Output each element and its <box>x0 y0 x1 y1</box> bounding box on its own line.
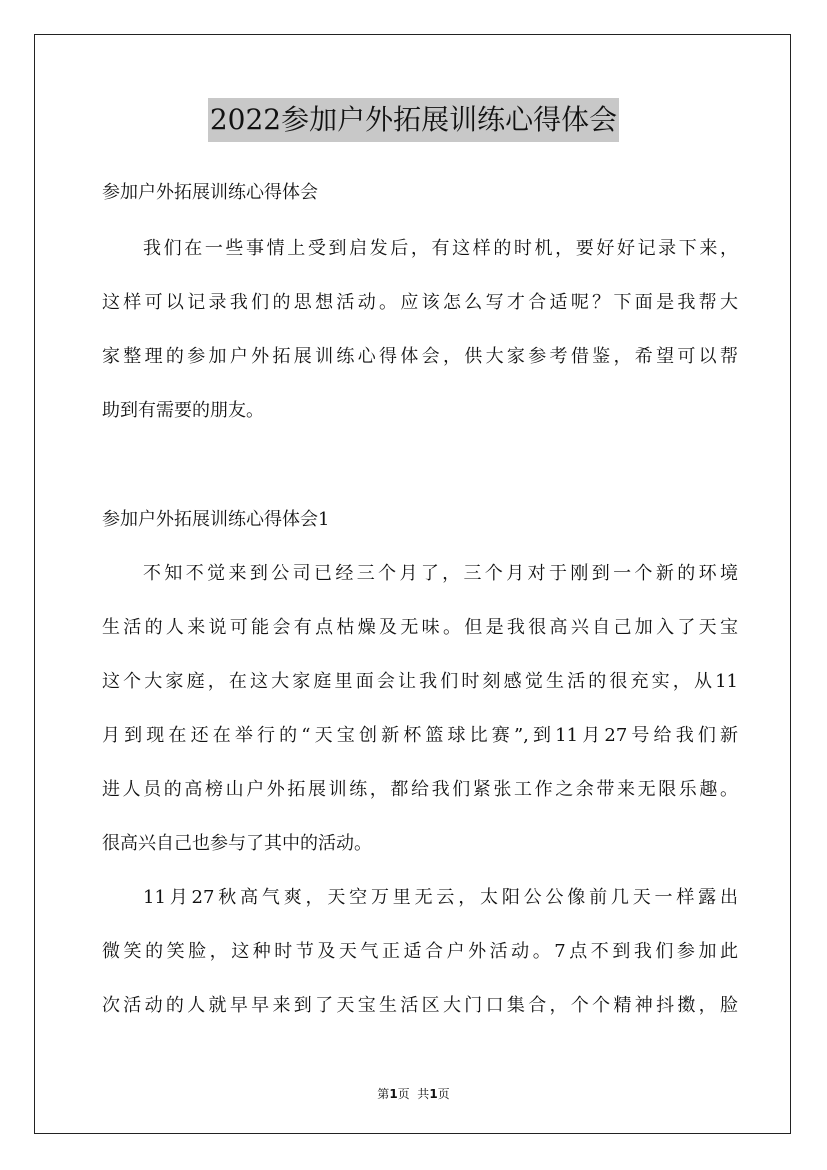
para1-line-4: 月到现在还在举行的“天宝创新杯篮球比赛”,到11月27号给我们新 <box>102 725 738 746</box>
para2-line-2: 微笑的笑脸，这种时节及天气正适合户外活动。7点不到我们参加此 <box>102 941 738 962</box>
intro-line-4: 助到有需要的朋友。 <box>102 400 264 421</box>
intro-line-3: 家整理的参加户外拓展训练心得体会，供大家参考借鉴，希望可以帮 <box>102 346 738 367</box>
document-subtitle: 参加户外拓展训练心得体会 <box>102 182 318 203</box>
para1-line-5: 进人员的高榜山户外拓展训练，都给我们紧张工作之余带来无限乐趣。 <box>102 779 738 800</box>
page-footer <box>0 1085 827 1102</box>
footer-label-mid: 页 共 <box>397 1087 430 1101</box>
para2-line-3: 次活动的人就早早来到了天宝生活区大门口集合，个个精神抖擞，脸 <box>102 995 738 1016</box>
para1-line-2: 生活的人来说可能会有点枯燥及无味。但是我很高兴自己加入了天宝 <box>102 617 738 638</box>
document-title: 2022参加户外拓展训练心得体会 <box>208 98 619 142</box>
footer-label-pre: 第 <box>377 1087 390 1101</box>
footer-page-total: 1 <box>429 1087 438 1101</box>
para2-line-1: 11月27秋高气爽，天空万里无云，太阳公公像前几天一样露出 <box>143 887 738 908</box>
para1-line-3: 这个大家庭，在这大家庭里面会让我们时刻感觉生活的很充实，从11 <box>102 671 738 692</box>
para1-line-6: 很高兴自己也参与了其中的活动。 <box>102 833 372 854</box>
intro-line-1: 我们在一些事情上受到启发后，有这样的时机，要好好记录下来， <box>143 238 738 259</box>
footer-page-current: 1 <box>389 1087 398 1101</box>
section-heading: 参加户外拓展训练心得体会1 <box>102 509 330 530</box>
footer-label-post: 页 <box>437 1087 450 1101</box>
intro-line-2: 这样可以记录我们的思想活动。应该怎么写才合适呢？下面是我帮大 <box>102 292 738 313</box>
title-container <box>0 98 827 142</box>
para1-line-1: 不知不觉来到公司已经三个月了，三个月对于刚到一个新的环境 <box>143 563 738 584</box>
